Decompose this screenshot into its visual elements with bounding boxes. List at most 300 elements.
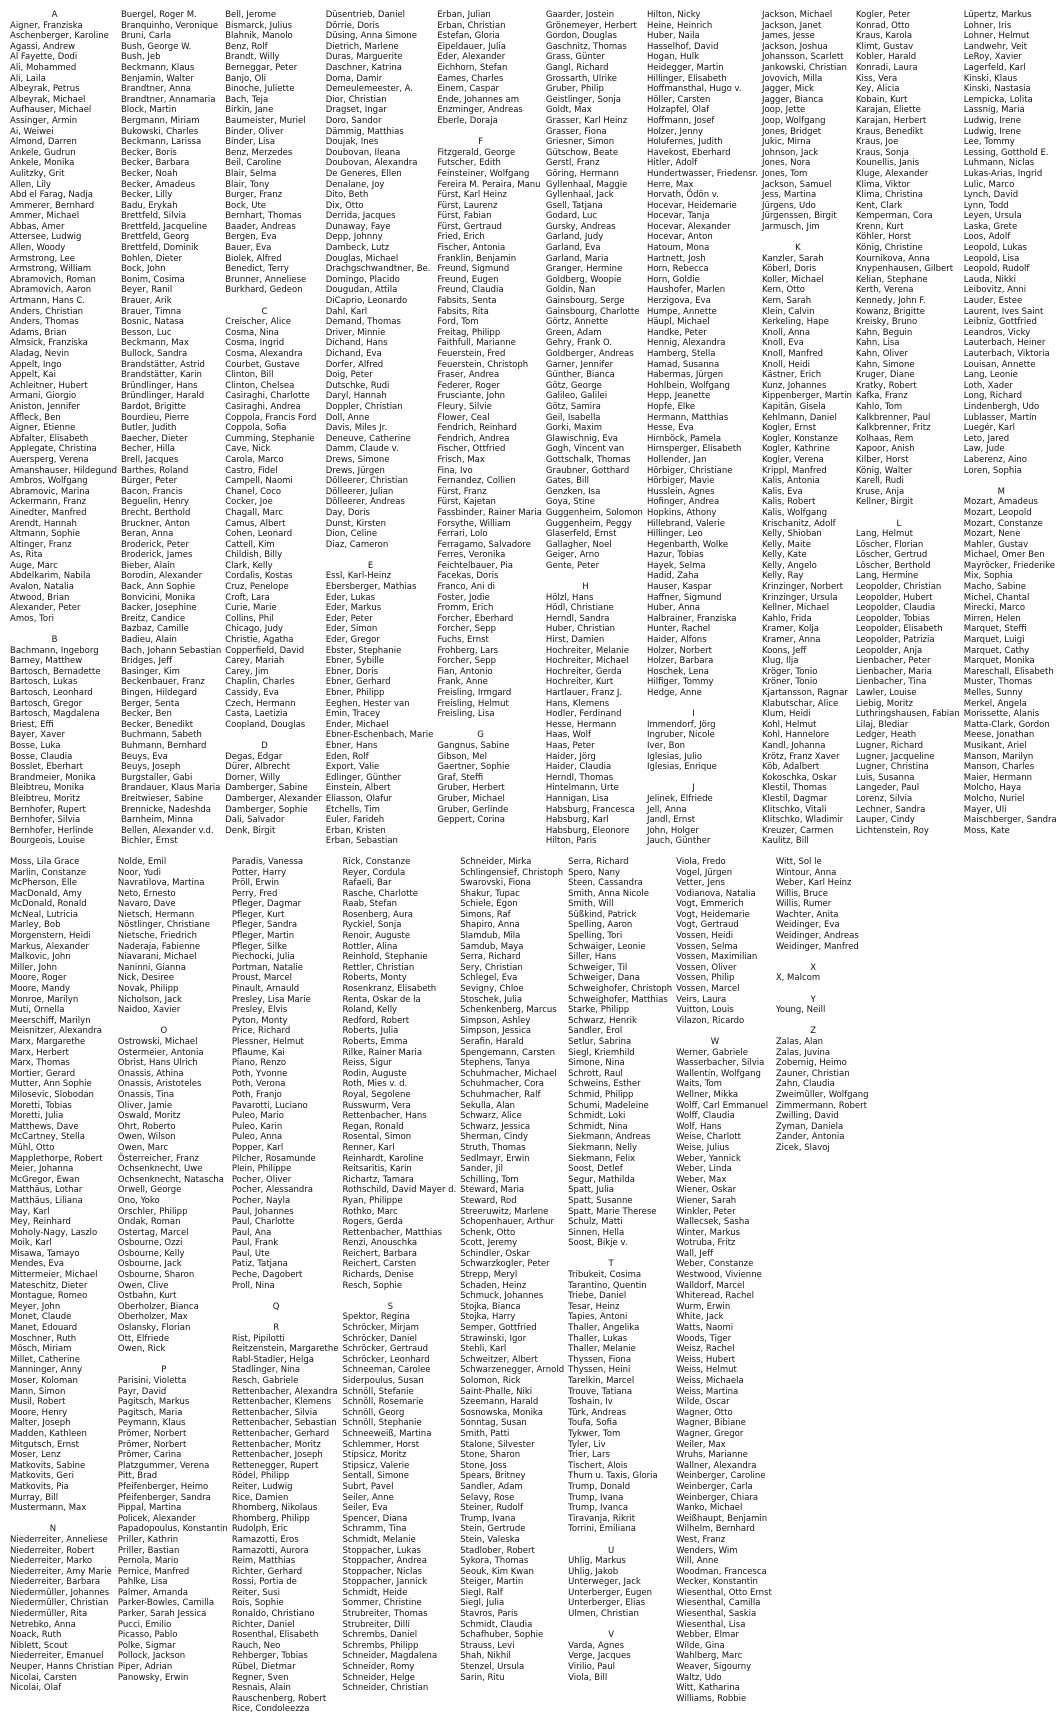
name-entry: Gyllenhaal, Maggie [545, 179, 628, 190]
index-column [10, 857, 114, 1715]
name-entry: Eder, Peter [325, 613, 373, 624]
letter-heading: P [161, 1365, 167, 1376]
name-entry: Knoll, Anna [761, 327, 811, 338]
index-column [568, 857, 672, 1715]
letter-heading: O [160, 1026, 168, 1037]
name-entry: Hayek, Selma [646, 560, 706, 571]
name-entry: Spencer, Diana [342, 1513, 408, 1524]
name-entry: Gütschow, Beate [545, 147, 619, 158]
name-entry: Paul, Ute [231, 1248, 270, 1259]
name-entry: Cattell, Kim [225, 539, 275, 550]
name-entry: Goldberg, Woopie [545, 274, 622, 285]
name-entry: Roberts, Emma [342, 1037, 408, 1047]
name-entry: Hegenbarth, Wolke [646, 539, 729, 550]
name-entry: Hochreiter, Michael [545, 656, 629, 667]
name-entry: Dölleerer, Christian [325, 476, 408, 487]
name-entry: Kjartansson, Ragnar [761, 688, 848, 698]
name-entry: Dämmig, Matthias [325, 126, 404, 137]
name-entry: Moretti, Julia [10, 1111, 64, 1122]
name-entry: Muti, Ornella [10, 1005, 65, 1016]
name-entry: West, Franz [676, 1534, 726, 1545]
name-entry: Gorki, Maxim [545, 423, 603, 434]
letter-heading: M [997, 486, 1005, 497]
name-entry: Poth, Franjo [231, 1089, 282, 1100]
name-entry: Laska, Grete [963, 221, 1018, 232]
name-entry: Jones, Bridget [761, 126, 822, 137]
letter-heading: B [51, 635, 58, 646]
name-entry: Rafaeli, Bar [342, 878, 392, 889]
name-entry: Mey, Reinhard [10, 1217, 71, 1228]
name-entry: Muster, Thomas [963, 677, 1033, 688]
name-entry: Lugner, Christina [855, 762, 929, 773]
name-entry: Hochreiter, Melanie [545, 645, 629, 656]
name-entry: Krischanitz, Adolf [761, 518, 836, 529]
name-entry: Doubovan, Ileana [325, 147, 401, 158]
name-entry: Siegl, Julia [460, 1598, 505, 1609]
name-entry: Rois, Sophie [231, 1598, 284, 1609]
index-column [326, 10, 434, 847]
name-entry: Allen, Lily [10, 179, 52, 190]
name-entry: Waits, Tom [676, 1079, 722, 1090]
name-entry: Rauschenberg, Robert [231, 1693, 327, 1704]
name-entry: Erban, Kristen [325, 825, 386, 836]
name-entry: Kunz, Johannes [761, 380, 827, 391]
name-entry: Haider, Jörg [545, 751, 596, 762]
name-entry: Dion, Celine [325, 529, 378, 540]
name-entry: Niederreiter, Marko [10, 1556, 93, 1567]
name-entry: Paul, Frank [231, 1238, 279, 1249]
name-entry: Paul, Charlotte [231, 1217, 295, 1228]
name-entry: Pucci, Emilio [117, 1619, 172, 1630]
name-entry: Malter, Joseph [10, 1418, 71, 1429]
name-entry: Abdelkarim, Nabila [10, 571, 91, 582]
name-entry: Glawischnig, Eva [545, 433, 618, 444]
name-entry: Wiesenthal, Saskia [676, 1609, 757, 1620]
name-entry: Merkel, Angela [963, 698, 1027, 709]
name-entry: Reim, Matthias [231, 1556, 296, 1567]
name-entry: Huber, Naila [646, 31, 700, 42]
name-entry: Lohner, Iris [963, 20, 1012, 31]
name-entry: Viola, Bill [568, 1672, 608, 1683]
name-entry: Brauer, Arik [120, 296, 172, 307]
name-entry: Lynch, David [963, 190, 1019, 201]
name-entry: Frisch, Max [437, 454, 485, 465]
name-entry: Schröcker, Daniel [342, 1333, 417, 1344]
letter-heading: F [478, 137, 484, 148]
name-entry: Miller, John [10, 962, 58, 973]
name-entry: Rettenegger, Rupert [231, 1460, 319, 1471]
name-entry: Madden, Kathleen [10, 1428, 87, 1439]
name-entry: Millet, Catherine [10, 1354, 80, 1365]
name-entry: Luthringshausen, Fabian [855, 709, 960, 720]
name-entry: Krinzinger, Ursula [761, 592, 838, 603]
name-entry: Grossarth, Ulrike [545, 73, 617, 84]
name-entry: Geistlinger, Sonja [545, 94, 622, 105]
name-entry: Spelling, Tori [568, 931, 623, 942]
name-entry: Mendes, Eva [10, 1259, 65, 1270]
name-entry: Day, Doris [325, 507, 370, 518]
name-entry: Stadlinger, Nina [231, 1365, 301, 1376]
name-entry: Watts, Naomi [676, 1323, 734, 1334]
name-entry: Musikant, Ariel [963, 740, 1027, 751]
name-entry: Schmid, Philipp [568, 1089, 634, 1100]
name-entry: Kapitän, Gisela [761, 401, 826, 412]
name-entry: Schröcker, Mirjam [342, 1323, 419, 1334]
name-entry: Lauder, Estee [963, 296, 1023, 307]
name-entry: Kalis, Eva [761, 486, 803, 497]
name-entry: Piechocki, Julia [231, 952, 295, 963]
name-entry: Becker, Noah [120, 168, 178, 179]
name-entry: Trouve, Tatiana [568, 1386, 633, 1397]
name-entry: Mittermeier, Michael [10, 1270, 98, 1281]
name-entry: Erban, Christian [437, 20, 506, 31]
name-entry: Brandstätter, Karin [120, 370, 202, 381]
name-entry: Eipeldauer, Julia [437, 41, 506, 52]
name-entry: Schneider, Mirka [460, 856, 532, 867]
name-entry: Horn, Goldie [646, 274, 700, 285]
name-entry: Husslein, Agnes [646, 486, 715, 497]
name-entry: Habsburg, Eleonore [545, 825, 630, 836]
name-entry: Segur, Mathilda [568, 1174, 636, 1185]
name-entry: Strauss, Levi [460, 1640, 515, 1651]
name-entry: Hesse, Hermann [545, 719, 617, 730]
name-entry: Lee, Tommy [963, 137, 1015, 148]
name-entry: Noack, Ruth [10, 1630, 62, 1641]
name-entry: Steward, Rod [460, 1195, 517, 1206]
name-entry: Erban, Julian [437, 10, 491, 20]
name-entry: Hartnett, Josh [646, 253, 706, 264]
name-entry: Ostertag, Marcel [117, 1227, 189, 1238]
name-entry: Iver, Bon [646, 740, 686, 751]
name-entry: Presley, Elvis [231, 1005, 288, 1016]
name-entry: McDonald, Ronald [10, 899, 87, 910]
name-entry: Weber, Max [676, 1174, 727, 1185]
name-entry: Bruckner, Anton [120, 518, 190, 529]
name-entry: Kokoschka, Oskar [761, 772, 837, 783]
name-entry: Haider, Claudia [545, 762, 612, 773]
name-entry: Kournikova, Anna [855, 253, 930, 264]
name-entry: Gibson, Mel [437, 751, 488, 762]
name-entry: Rettenbacher, Klemens [231, 1397, 332, 1408]
name-entry: Freund, Eugen [437, 274, 499, 285]
name-entry: Policek, Alexander [117, 1513, 196, 1524]
name-entry: Ammerer, Bernhard [10, 200, 95, 211]
name-entry: Spatt, Susanne [568, 1195, 633, 1206]
name-entry: Klabutschar, Alice [761, 698, 839, 709]
name-entry: Rübel, Dietmar [231, 1662, 296, 1673]
name-entry: Kalis, Wolfgang [761, 507, 827, 518]
name-entry: Eder, Lukas [325, 592, 376, 603]
name-entry: Bismarck, Julius [225, 20, 293, 31]
name-entry: Fürst, Karl Heinz [437, 190, 507, 201]
name-entry: Bernhofer, Herlinde [10, 825, 94, 836]
name-entry: Mitgutsch, Ernst [10, 1439, 79, 1450]
name-entry: Reiss, Sigur [342, 1058, 392, 1069]
name-entry: Hölzl, Hans [545, 592, 594, 603]
name-entry: Hörbiger, Christiane [646, 465, 733, 476]
name-entry: Solomon, Rick [460, 1376, 521, 1386]
name-entry: Westwood, Vivienne [676, 1270, 762, 1281]
letter-gap [856, 508, 960, 519]
name-entry: Melles, Sunny [963, 688, 1023, 698]
name-entry: Appelt, Kai [10, 370, 56, 381]
name-entry: Kent, Clark [855, 200, 903, 211]
name-entry: Gallagher, Noel [545, 539, 612, 550]
name-entry: Moser, Koloman [10, 1376, 78, 1386]
name-entry: Becker, Benedikt [120, 719, 194, 730]
name-entry: Garland, Eva [545, 243, 601, 254]
name-entry: Benedict, Terry [225, 264, 289, 275]
letter-heading: R [273, 1323, 280, 1334]
name-entry: Whiteread, Rachel [676, 1291, 754, 1302]
name-entry: Baader, Andreas [225, 221, 296, 232]
name-entry: Doubovan, Alexandra [325, 158, 418, 169]
name-entry: Almond, Darren [10, 137, 77, 148]
name-entry: Resch, Sophie [342, 1280, 403, 1291]
name-entry: Vossen, Selma [676, 941, 738, 952]
name-entry: Rodin, Auguste [342, 1068, 407, 1079]
name-entry: Mayröcker, Friederike [963, 560, 1055, 571]
name-entry: Einem, Caspar [437, 84, 500, 95]
name-entry: Castro, Fidel [225, 465, 278, 476]
name-entry: Bartosch, Gregor [10, 698, 83, 709]
name-entry: Weiss, Martina [676, 1386, 739, 1397]
name-entry: Subrt, Pavel [342, 1481, 394, 1492]
name-entry: Oliver, Jamie [117, 1100, 173, 1111]
name-entry: Pfleger, Sandra [231, 920, 298, 931]
name-entry: Lagerfeld, Karl [963, 62, 1026, 73]
name-entry: Schneider, Romy [342, 1662, 415, 1673]
name-entry: Gruber, Philip [545, 84, 604, 95]
name-entry: Puleo, Anna [231, 1132, 283, 1143]
name-entry: Puleo, Karin [231, 1121, 283, 1132]
name-entry: Tyler, Liv [568, 1439, 606, 1450]
name-entry: Godard, Luc [545, 211, 598, 222]
name-entry: Becher, Hilla [120, 444, 175, 455]
name-entry: Blair, Tony [225, 179, 270, 190]
name-entry: Biolek, Alfred [225, 253, 282, 264]
name-entry: Pfleger, Martin [231, 931, 295, 942]
name-entry: Einstein, Albert [325, 783, 391, 794]
name-entry: Artmann, Hans C. [10, 296, 86, 307]
name-entry: Curie, Marie [225, 603, 277, 614]
name-entry: Stein, Gertrude [460, 1524, 526, 1535]
name-entry: Ebner, Doris [325, 666, 379, 677]
name-entry: Wallentin, Wolfgang [676, 1068, 761, 1079]
name-entry: Moore, Henry [10, 1407, 68, 1418]
name-entry: Drews, Jürgen [325, 465, 385, 476]
name-entry: Haider, Alfons [646, 635, 707, 646]
name-entry: Buchmann, Sabeth [120, 730, 202, 741]
name-entry: Dambeck, Lutz [325, 243, 390, 254]
name-entry: Schlegel, Eva [460, 973, 518, 984]
name-entry: Richards, Denise [342, 1270, 414, 1281]
name-entry: Krippl, Manfred [761, 465, 827, 476]
name-entry: Rossi, Portia de [231, 1577, 297, 1588]
name-entry: Fuchs, Ernst [437, 635, 489, 646]
name-entry: Bosslet, Eberhart [10, 762, 83, 773]
name-entry: Buhmann, Bernhard [120, 740, 207, 751]
name-entry: Raab, Stefan [342, 899, 397, 910]
name-entry: De Generes, Ellen [325, 168, 402, 179]
name-entry: Rettenbacher, Moritz [231, 1439, 321, 1450]
name-entry: Mirecki, Marco [963, 603, 1026, 614]
name-entry: Hocevar, Tanja [646, 211, 710, 222]
name-entry: Brandtner, Anna [120, 84, 191, 95]
name-entry: Wanko, Michael [676, 1503, 743, 1514]
name-entry: Avalon, Natalia [10, 582, 74, 593]
name-entry: Barnheim, Minna [120, 815, 194, 826]
name-entry: Hadid, Zaha [646, 571, 699, 582]
name-entry: Weiss, Michaela [676, 1376, 744, 1386]
name-entry: König, Walter [855, 465, 913, 476]
name-entry: Liebig, Moritz [855, 698, 913, 709]
name-entry: Woods, Tiger [676, 1333, 732, 1344]
name-entry: Burgstaller, Gabi [120, 772, 193, 783]
name-entry: Samdub, Maya [460, 941, 524, 952]
name-entry: Paul, Ana [231, 1227, 272, 1238]
name-entry: Düsentrieb, Daniel [325, 10, 406, 20]
name-entry: Köhler, Horst [855, 232, 911, 243]
name-entry: Molcho, Nuriel [963, 793, 1025, 804]
name-entry: Vodianova, Natalia [676, 888, 756, 899]
name-entry: Kästner, Erich [761, 370, 822, 381]
name-entry: Jackson, Samuel [761, 179, 832, 190]
name-entry: Stojka, Harry [460, 1312, 516, 1323]
name-entry: Bründlinger, Harald [120, 391, 205, 402]
name-entry: Joop, Jette [761, 105, 806, 116]
name-entry: Wagner, Bibiane [676, 1418, 746, 1429]
name-entry: Rettenbacher, Alexandra [231, 1386, 338, 1397]
name-entry: Edlinger, Günther [325, 772, 401, 783]
name-entry: Denalane, Joy [325, 179, 385, 190]
name-entry: Sevigny, Chloe [460, 984, 524, 995]
letter-gap [647, 773, 758, 784]
name-entry: Thyssen, Fiona [568, 1354, 632, 1365]
name-entry: Strubreiter, Dilli [342, 1619, 410, 1630]
name-entry: Malkovic, John [10, 952, 71, 963]
name-entry: Zauner, Christian [775, 1068, 850, 1079]
letter-gap [225, 730, 322, 741]
name-entry: Wintour, Anna [775, 867, 837, 878]
index-column [676, 857, 772, 1715]
name-entry: Kahn, Beguin [855, 327, 913, 338]
name-entry: Tiravanja, Rikrit [568, 1513, 636, 1524]
name-entry: Oslansky, Florian [117, 1323, 191, 1334]
name-entry: Rasche, Charlotte [342, 888, 419, 899]
name-entry: Günther, Bianca [545, 370, 615, 381]
name-entry: Wahlberg, Marc [676, 1651, 743, 1662]
name-entry: Bonvicini, Monika [120, 592, 196, 603]
name-entry: Niederreiter, Amy Marie [10, 1566, 112, 1577]
name-entry: Forsythe, William [437, 518, 511, 529]
name-entry: Schweins, Esther [568, 1079, 641, 1090]
name-entry: Rilke, Rainer Maria [342, 1047, 423, 1058]
name-entry: Pernice, Manfred [117, 1566, 190, 1577]
name-entry: Kehlmann, Daniel [761, 412, 837, 423]
name-entry: Hillebrand, Valerie [646, 518, 725, 529]
name-entry: Demeulemeester, A. [325, 84, 413, 95]
name-entry: Bergen, Eva [225, 232, 277, 243]
name-entry: Pfeifenberger, Sandra [117, 1492, 211, 1503]
name-entry: Krinzinger, Norbert [761, 582, 843, 593]
name-entry: Peche, Dagobert [231, 1270, 303, 1281]
letter-gap [10, 1514, 114, 1525]
name-entry: Schnöll, Georg [342, 1407, 405, 1418]
name-entry: Russwurm, Vera [342, 1100, 411, 1111]
name-entry: Sery, Christian [460, 962, 523, 973]
name-entry: Pilcher, Rosamunde [231, 1153, 316, 1164]
name-entry: Kippenberger, Martin [761, 391, 852, 402]
name-entry: Klima, Viktor [855, 179, 911, 190]
name-entry: Leibovitz, Anni [963, 285, 1027, 296]
name-entry: Lauda, Nikki [963, 274, 1017, 285]
name-entry: Osbourne, Jack [117, 1259, 182, 1270]
name-entry: Freund, Claudia [437, 285, 504, 296]
name-entry: Eeghen, Hester van [325, 698, 410, 709]
name-entry: Price, Richard [231, 1026, 291, 1037]
name-entry: Kramer, Kolja [761, 624, 819, 635]
name-entry: Ott, Elfriede [117, 1333, 170, 1344]
name-entry: Hollender, Jan [646, 454, 707, 465]
letter-heading: W [710, 1037, 720, 1047]
name-entry: Kalis, Robert [761, 497, 816, 508]
name-entry: Binoche, Juliette [225, 84, 295, 95]
name-entry: Kellner, Michael [761, 603, 830, 614]
name-entry: Barthes, Roland [120, 465, 189, 476]
name-entry: Armani, Giorgio [10, 391, 77, 402]
name-entry: Schwarz, Jessica [460, 1121, 531, 1132]
letter-gap [437, 127, 542, 138]
name-entry: Binder, Lisa [225, 137, 276, 148]
name-entry: Futscher, Edith [437, 158, 501, 169]
name-entry: Parker, Sarah Jessica [117, 1609, 207, 1620]
name-entry: Gsell, Tatjana [545, 200, 603, 211]
name-entry: Lulic, Marco [963, 179, 1015, 190]
name-entry: Koller, Michael [761, 274, 824, 285]
name-entry: Wilhelm, Bernhard [676, 1524, 755, 1535]
name-entry: Goldberger, Andreas [545, 349, 634, 359]
name-entry: Trump, Ivanca [568, 1503, 629, 1514]
name-entry: Law, Jude [963, 444, 1005, 455]
name-entry: Schwarz, Henrik [568, 1015, 637, 1026]
name-entry: Doro, Sandor [325, 115, 382, 126]
name-entry: Anders, Christian [10, 306, 84, 317]
name-entry: Osbourne, Ozzi [117, 1238, 183, 1249]
name-entry: Thaller, Lukas [568, 1333, 628, 1344]
name-entry: Bush, George W. [120, 41, 192, 52]
name-entry: Coppola, Sofia [225, 423, 287, 434]
name-entry: Weber, Karl Heinz [775, 878, 852, 889]
name-entry: Richartz, Tamara [342, 1174, 414, 1185]
name-entry: Tykwer, Tom [568, 1428, 621, 1439]
name-entry: Marquet, Cathy [963, 645, 1030, 656]
name-entry: Bach, Johann Sebastian [120, 645, 222, 656]
name-entry: Steward, Maria [460, 1185, 525, 1196]
name-entry: Schopenhauer, Arthur [460, 1217, 554, 1228]
name-entry: Bukowski, Charles [120, 126, 199, 137]
name-entry: Reyer, Cordula [342, 867, 406, 878]
name-entry: Renoir, Auguste [342, 931, 411, 942]
name-entry: Weinberger, Carla [676, 1481, 753, 1492]
name-entry: Gainsbourg, Serge [545, 296, 625, 307]
name-entry: Feinsteiner, Wolfgang [437, 168, 530, 179]
name-entry: Grass, Günter [545, 52, 605, 63]
name-entry: Hartlauer, Franz J. [545, 688, 623, 698]
name-entry: Vogel, Jürgen [676, 867, 733, 878]
name-entry: Ai, Weiwei [10, 126, 54, 137]
name-entry: Badu, Erykah [120, 200, 178, 211]
